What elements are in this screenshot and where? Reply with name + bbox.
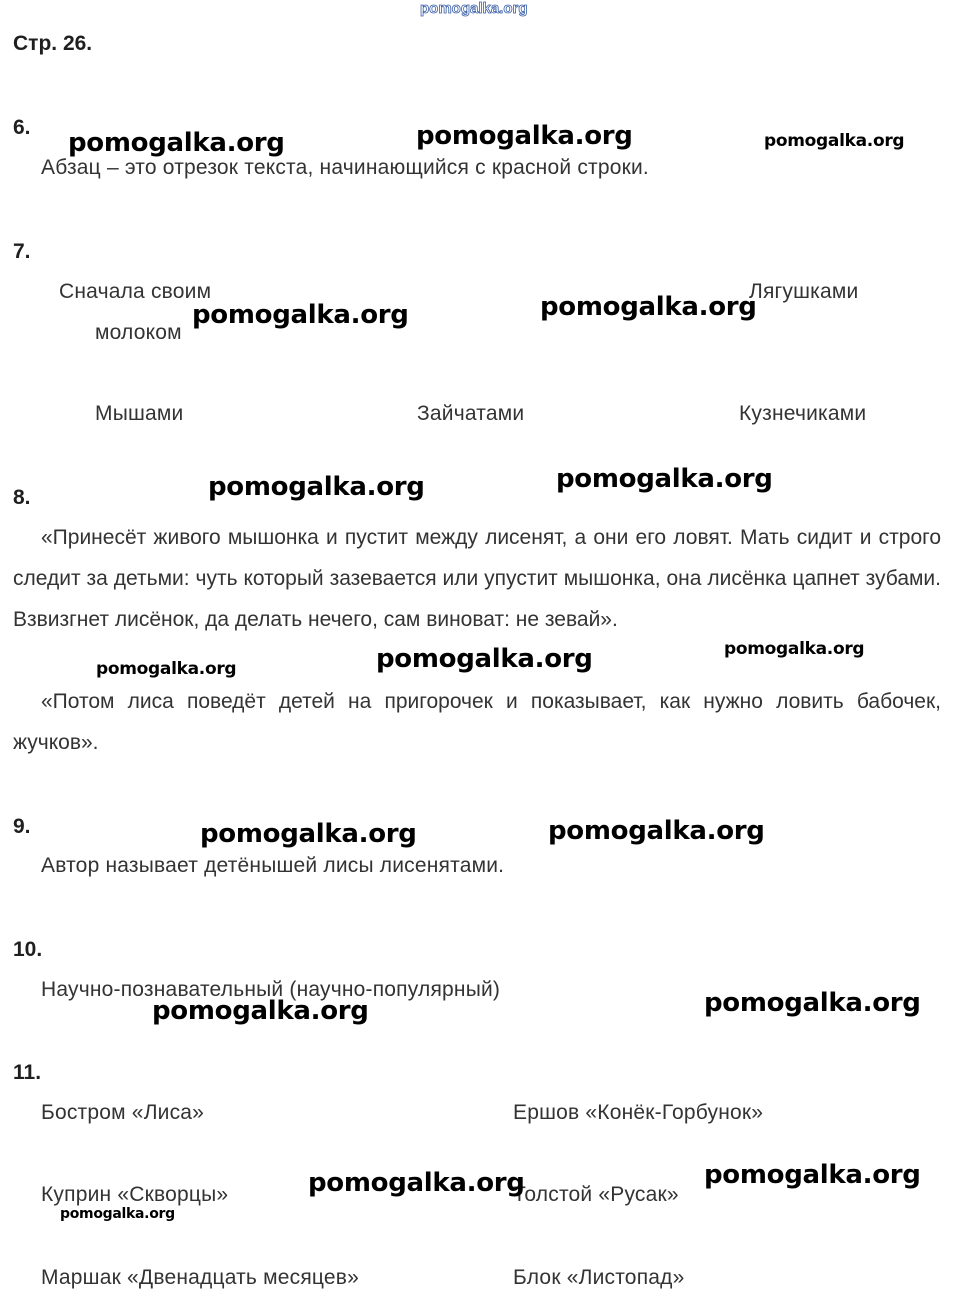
q11-item: Маршак «Двенадцать месяцев» [41,1266,360,1289]
q11-item: Блок «Листопад» [513,1266,685,1289]
watermark: pomogalka.org [308,1168,525,1198]
watermark: pomogalka.org [704,988,921,1018]
q7-cell: молоком [95,321,182,344]
question-6-answer: Абзац – это отрезок текста, начинающийся с красной строки. [41,156,649,179]
question-9-answer: Автор называет детёнышей лисы лисенятами. [41,854,505,877]
watermark: pomogalka.org [68,128,285,158]
question-8-paragraph-1: «Принесёт живого мышонка и пустит между лисенят, а они его ловят. Мать сидит и строго следит за детьми: чуть который зазевается или упустит мышонка, она лисёнка цапнет зубами. Взвизгнет лисёнок, да делать нечего, сам виноват: не зевай». [13,526,941,631]
watermark: pomogalka.org [548,816,765,846]
question-8-paragraph-2: «Потом лиса поведёт детей на пригорочек и показывает, как нужно ловить бабочек, жучков». [13,690,941,754]
top-watermark: pomogalka.org [420,0,528,17]
question-10-number: 10. [13,938,43,961]
question-11-number: 11. [13,1061,42,1084]
q11-item: Ершов «Конёк-Горбунок» [513,1101,764,1124]
watermark: pomogalka.org [764,131,905,151]
q7-cell: Зайчатами [417,402,525,425]
question-8-number: 8. [13,486,31,509]
watermark: pomogalka.org [704,1160,921,1190]
q7-cell: Сначала своим [59,280,212,303]
question-7-number: 7. [13,240,31,263]
watermark: pomogalka.org [60,1206,175,1222]
question-6-number: 6. [13,116,31,139]
watermark: pomogalka.org [96,659,237,679]
q7-cell: Мышами [95,402,184,425]
q11-item: Толстой «Русак» [513,1183,679,1206]
watermark: pomogalka.org [208,472,425,502]
watermark: pomogalka.org [556,464,773,494]
watermark: pomogalka.org [200,819,417,849]
q11-item: Куприн «Скворцы» [41,1183,229,1206]
question-9-number: 9. [13,815,31,838]
watermark: pomogalka.org [724,639,865,659]
watermark: pomogalka.org [376,644,593,674]
watermark: pomogalka.org [540,292,757,322]
watermark: pomogalka.org [152,996,369,1026]
watermark: pomogalka.org [416,121,633,151]
question-10-answer: Научно-познавательный (научно-популярный) [41,978,501,1001]
q11-item: Бостром «Лиса» [41,1101,205,1124]
q7-cell: Кузнечиками [739,402,867,425]
q7-cell: Лягушками [749,280,859,303]
watermark: pomogalka.org [192,300,409,330]
page-label: Стр. 26. [13,32,93,55]
